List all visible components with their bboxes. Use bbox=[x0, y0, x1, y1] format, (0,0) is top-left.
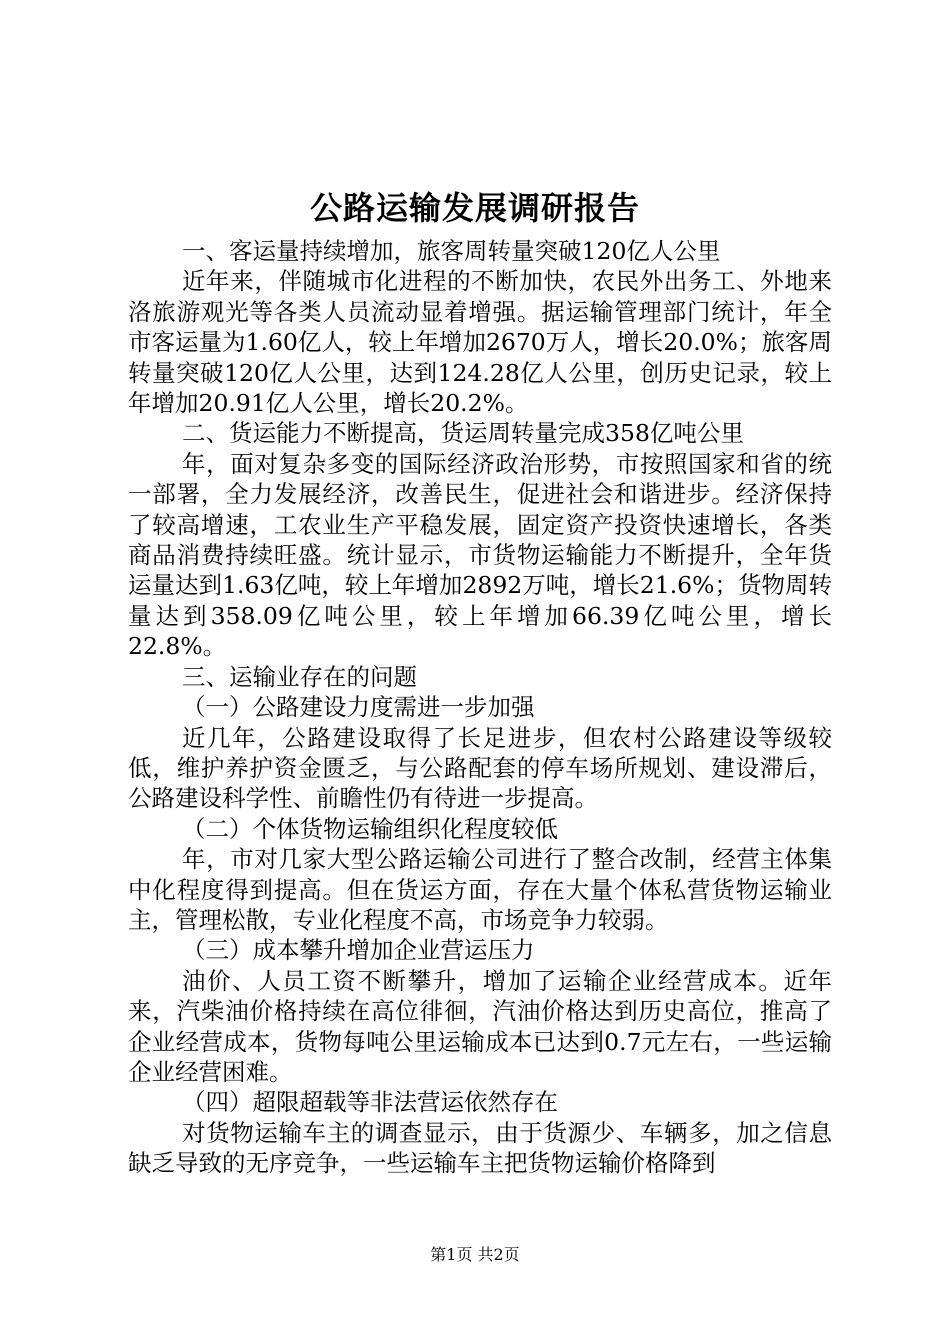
paragraph-operating-costs: 油价、人员工资不断攀升，增加了运输企业经营成本。近年来，汽柴油价格持续在高位徘徊，汽油价格达到历史高位，推高了企业经营成本，货物每吨公里运输成本已达到0.7元左右，一些运输企业经营困难。 bbox=[128, 966, 832, 1086]
document-body bbox=[128, 236, 832, 1179]
subsection-heading-1: （一）公路建设力度需进一步加强 bbox=[182, 693, 535, 722]
section-heading-1: 一、客运量持续增加，旅客周转量突破120亿人公里 bbox=[182, 237, 721, 265]
subsection-heading-4: （四）超限超载等非法营运依然存在 bbox=[182, 1088, 559, 1117]
paragraph-freight-organization: 年，市对几家大型公路运输公司进行了整合改制，经营主体集中化程度得到提高。但在货运方面，存在大量个体私营货物运输业主，管理松散，专业化程度不高，市场竞争力较弱。 bbox=[128, 845, 832, 934]
page-number-footer: 第1页 共2页 bbox=[430, 1245, 520, 1264]
paragraph-passenger-transport: 近年来，伴随城市化进程的不断加快，农民外出务工、外地来洛旅游观光等各类人员流动显着增强。据运输管理部门统计，年全市客运量为1.60亿人，较上年增加2670万人，增长20.0%；旅客周转量突破120亿人公里，达到124.28亿人公里，创历史记录，较上年增加20.91亿人公里，增长20.2%。 bbox=[128, 267, 832, 418]
subsection-heading-2: （二）个体货物运输组织化程度较低 bbox=[182, 814, 559, 843]
section-heading-2: 二、货运能力不断提高，货运周转量完成358亿吨公里 bbox=[182, 419, 744, 448]
subsection-heading-3: （三）成本攀升增加企业营运压力 bbox=[182, 936, 535, 965]
document-title: 公路运输发展调研报告 bbox=[309, 189, 640, 227]
section-heading-3: 三、运输业存在的问题 bbox=[182, 662, 418, 691]
paragraph-overloading: 对货物运输车主的调查显示，由于货源少、车辆多，加之信息缺乏导致的无序竞争，一些运输车主把货物运输价格降到 bbox=[128, 1118, 832, 1178]
paragraph-freight-capacity: 年，面对复杂多变的国际经济政治形势，市按照国家和省的统一部署，全力发展经济，改善民生，促进社会和谐进步。经济保持了较高增速，工农业生产平稳发展，固定资产投资快速增长，各类商品消费持续旺盛。统计显示，市货物运输能力不断提升，全年货运量达到1.63亿吨，较上年增加2892万吨，增长21.6%；货物周转量达到358.09亿吨公里，较上年增加66.39亿吨公里，增长22.8%。 bbox=[128, 449, 832, 661]
paragraph-road-construction: 近几年，公路建设取得了长足进步，但农村公路建设等级较低，维护养护资金匮乏，与公路配套的停车场所规划、建设滞后，公路建设科学性、前瞻性仍有待进一步提高。 bbox=[128, 723, 832, 813]
